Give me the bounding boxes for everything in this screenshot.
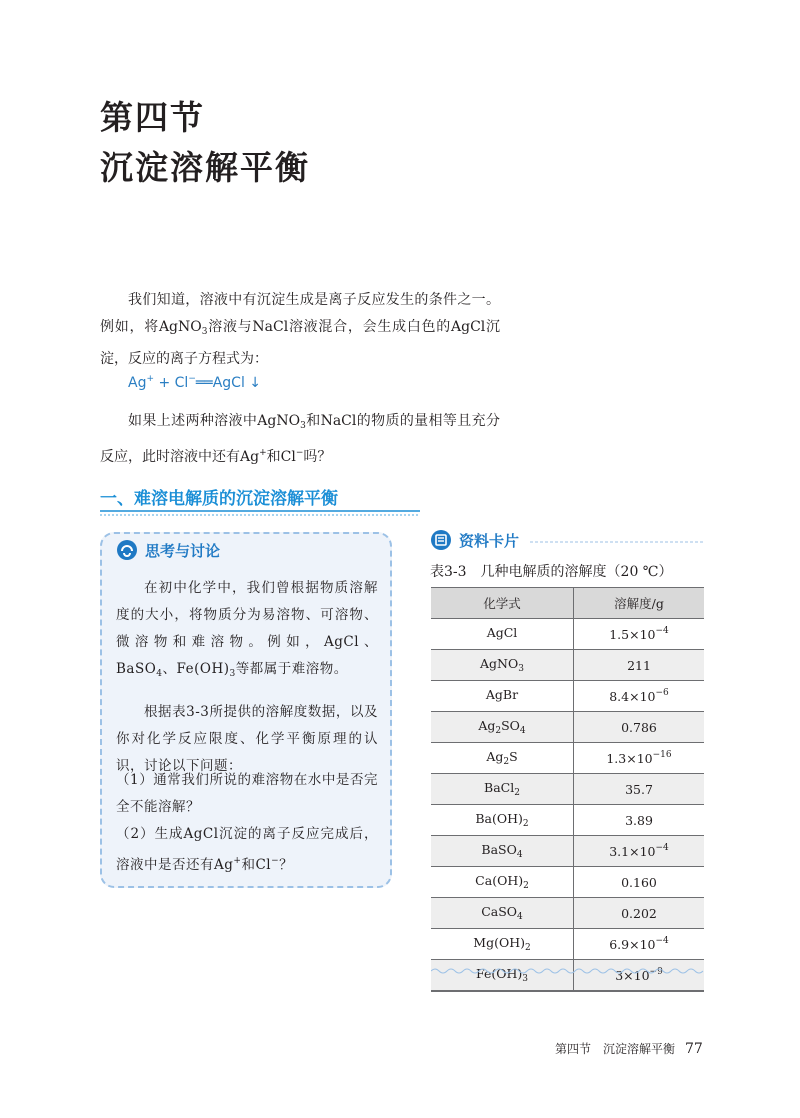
solubility-cell: 211	[574, 650, 705, 681]
footer-label: 第四节 沉淀溶解平衡	[555, 1042, 676, 1056]
formula-cell: $Ag_2S$	[431, 743, 574, 774]
solubility-table	[431, 587, 704, 992]
solubility-cell: $1.5\times 10^{-4}$	[574, 619, 705, 650]
table-row	[431, 805, 704, 836]
solubility-cell: $3\times 10^{-9}$	[574, 960, 705, 992]
solubility-cell: 0.160	[574, 867, 705, 898]
intro-paragraph: 我们知道，溶液中有沉淀生成是离子反应发生的条件之一。例如，将AgNO$_3$溶液与NaCl溶液混合，会生成白色的AgCl沉淀，反应的离子方程式为：	[100, 292, 501, 367]
section-number-title: 第四节	[100, 98, 205, 137]
discuss-paragraph-1: 在初中化学中，我们曾根据物质溶解度的大小，将物质分为易溶物、可溶物、微溶物和难溶物。例如，AgCl、BaSO$_4$、$Fe(OH)_3$等都属于难溶物。	[116, 580, 378, 679]
table-row	[431, 712, 704, 743]
solubility-cell: 3.89	[574, 805, 705, 836]
table-row	[431, 650, 704, 681]
formula-cell: $Ca(OH)_2$	[431, 867, 574, 898]
solubility-cell: 35.7	[574, 774, 705, 805]
solubility-cell: $1.3\times 10^{-16}$	[574, 743, 705, 774]
table-row	[431, 867, 704, 898]
column-header-solubility: 溶解度/g	[574, 588, 705, 619]
formula-cell: CaSO$_4$	[431, 898, 574, 929]
solubility-cell: 0.786	[574, 712, 705, 743]
formula-cell: BaCl$_2$	[431, 774, 574, 805]
section-heading-underline	[100, 508, 420, 518]
formula-cell: $Mg(OH)_2$	[431, 929, 574, 960]
table-row	[431, 774, 704, 805]
discuss-paragraph-2: 根据表3-3所提供的溶解度数据，以及你对化学反应限度、化学平衡原理的认识，讨论以下问题：	[116, 704, 378, 774]
formula-cell: AgBr	[431, 681, 574, 712]
solubility-cell: $3.1\times 10^{-4}$	[574, 836, 705, 867]
discuss-question-2: （2）生成AgCl沉淀的离子反应完成后，溶液中是否还有Ag+和Cl−？	[116, 826, 378, 873]
table-row	[431, 929, 704, 960]
question-paragraph: 如果上述两种溶液中AgNO$_3$和NaCl的物质的量相等且充分反应，此时溶液中还有Ag+和Cl−吗？	[100, 413, 501, 465]
formula-cell: $Ba(OH)_2$	[431, 805, 574, 836]
formula-cell: AgNO$_3$	[431, 650, 574, 681]
column-header-formula: 化学式	[431, 588, 574, 619]
page-title: 沉淀溶解平衡	[100, 148, 310, 187]
table-row	[431, 898, 704, 929]
discuss-title: 思考与讨论	[145, 542, 221, 560]
solubility-cell: $6.9\times 10^{-4}$	[574, 929, 705, 960]
table-row	[431, 836, 704, 867]
table-row	[431, 743, 704, 774]
formula-cell: BaSO$_4$	[431, 836, 574, 867]
page-number: 77	[685, 1041, 703, 1057]
table-row	[431, 619, 704, 650]
page-footer	[555, 1040, 703, 1057]
ionic-equation: Ag+ + Cl−══AgCl ↓	[128, 374, 262, 391]
formula-cell: AgCl	[431, 619, 574, 650]
solubility-cell: $8.4\times 10^{-6}$	[574, 681, 705, 712]
table-row	[431, 960, 704, 992]
discuss-question-1: （1）通常我们所说的难溶物在水中是否完全不能溶解？	[116, 772, 378, 815]
section-heading: 一、难溶电解质的沉淀溶解平衡	[100, 489, 338, 509]
table-caption: 表3-3 几种电解质的溶解度（20 ℃）	[430, 564, 673, 580]
table-bottom-wave	[431, 967, 704, 975]
data-card-icon	[430, 529, 452, 551]
formula-cell: $Fe(OH)_3$	[431, 960, 574, 992]
table-row	[431, 681, 704, 712]
solubility-cell: 0.202	[574, 898, 705, 929]
discussion-icon	[116, 539, 138, 561]
data-card-title: 资料卡片	[459, 532, 520, 550]
data-card-rule	[530, 541, 705, 543]
table-header-row	[431, 588, 704, 619]
formula-cell: $Ag_2SO_4$	[431, 712, 574, 743]
